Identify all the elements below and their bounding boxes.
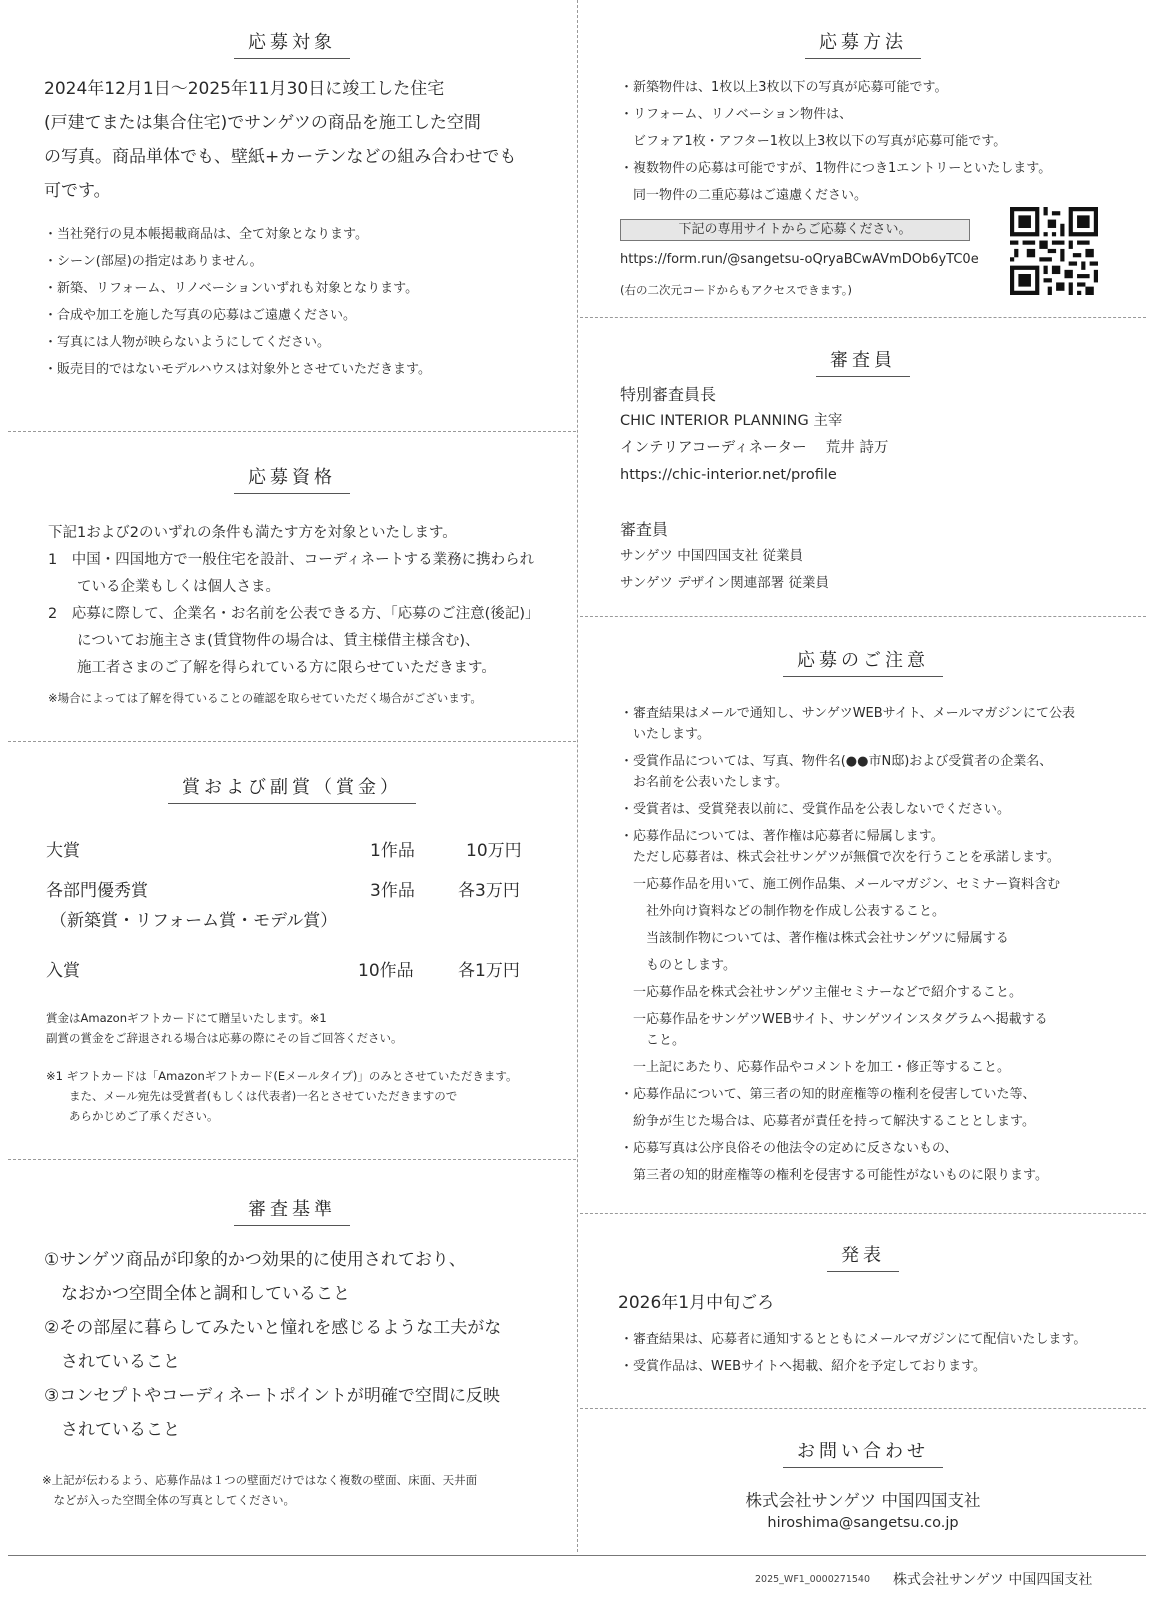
prize-subcategories: （新築賞・リフォーム賞・モデル賞） xyxy=(50,911,338,931)
qr-code-icon[interactable] xyxy=(1010,207,1098,295)
prize-excellent-name: 各部門優秀賞 xyxy=(46,881,148,901)
qr-note: (右の二次元コードからもアクセスできます。) xyxy=(620,283,852,297)
divider xyxy=(580,1408,1146,1409)
footer-company: 株式会社サンゲツ 中国四国支社 xyxy=(893,1572,1093,1588)
prize-entry-amount: 各1万円 xyxy=(458,961,520,981)
target-notes: ・当社発行の見本帳掲載商品は、全て対象となります。 ・シーン(部屋)の指定はありません。 ・新築、リフォーム、リノベーションいずれも対象となります。 ・合成や加工を施した写真の応募はご遠慮ください。 ・写真には人物が映らないようにしてください。 ・販売目的ではないモデルハウスは対象外とさせていただきます。 xyxy=(44,227,432,377)
heading-qualification: 応募資格 xyxy=(8,463,576,494)
divider xyxy=(8,431,576,432)
qualification-body: 下記1および2のいずれの条件も満たす方を対象といたします。 1 中国・四国地方で一般住宅を設計、コーディネートする業務に携わられ ている企業もしくは個人さま。 2 応募に際して、企業名・お名前を公表できる方、「応募のご注意(後記)」 についてお施主さま(賃貸物件の場合は、賃主様借主様含む)、 施工者さまのご了解を得られている方に限らせていただきます。 xyxy=(48,525,540,676)
prize-grand-name: 大賞 xyxy=(46,841,80,861)
method-list: ・新築物件は、1枚以上3枚以下の写真が応募可能です。 ・リフォーム、リノベーション物件は、 ビフォア1枚・アフター1枚以上3枚以下の写真が応募可能です。 ・複数物件の応募は可能ですが、1物件につき1エントリーといたします。 同一物件の二重応募はご遠慮ください。 xyxy=(620,80,1052,203)
prize-excellent-count: 3作品 xyxy=(370,881,415,901)
divider xyxy=(8,1159,576,1160)
contact-company: 株式会社サンゲツ 中国四国支社 xyxy=(745,1491,981,1510)
qualification-note: ※場合によっては了解を得ていることの確認を取らせていただく場合がございます。 xyxy=(48,691,482,705)
heading-prizes: 賞および副賞（賞金） xyxy=(8,773,576,804)
prize-entry-name: 入賞 xyxy=(46,961,80,981)
heading-caution: 応募のご注意 xyxy=(580,646,1146,677)
divider xyxy=(580,616,1146,617)
contact-email-link[interactable]: hiroshima@sangetsu.co.jp xyxy=(767,1515,959,1531)
criteria-note: ※上記が伝わるよう、応募作品は１つの壁面だけではなく複数の壁面、床面、天井面 などが入った空間全体の写真としてください。 xyxy=(42,1473,478,1507)
heading-announce: 発表 xyxy=(580,1241,1146,1272)
prize-grand-count: 1作品 xyxy=(370,841,415,861)
criteria-list: ①サンゲツ商品が印象的かつ効果的に使用されており、 なおかつ空間全体と調和していること ②その部屋に暮らしてみたいと憧れを感じるような工夫がな されていること ③コンセプトやコーディネートポイントが明確で空間に反映 されていること xyxy=(44,1250,502,1440)
vertical-divider xyxy=(577,0,578,1552)
prize-footnote: ※1 ギフトカードは「Amazonギフトカード(Eメールタイプ)」のみとさせていただきます。 また、メール宛先は受賞者(もしくは代表者)一名とさせていただきますので あらかじめご了承ください。 xyxy=(46,1069,518,1123)
heading-judges: 審査員 xyxy=(580,346,1146,377)
footer-rule xyxy=(8,1555,1146,1556)
divider xyxy=(580,317,1146,318)
chief-profile-link[interactable]: https://chic-interior.net/profile xyxy=(620,467,837,483)
announce-date: 2026年1月中旬ごろ xyxy=(618,1293,775,1313)
judges-chief: 特別審査員長 CHIC INTERIOR PLANNING 主宰 インテリアコーディネーター 荒井 詩万 https://chic-interior.net/profile xyxy=(620,381,888,489)
heading-target: 応募対象 xyxy=(8,28,576,59)
divider xyxy=(8,741,576,742)
heading-contact: お問い合わせ xyxy=(580,1437,1146,1468)
footer-code: 2025_WF1_0000271540 xyxy=(755,1574,871,1585)
judges-members: 審査員 サンゲツ 中国四国支社 従業員 サンゲツ デザイン関連部署 従業員 xyxy=(620,520,830,591)
heading-method: 応募方法 xyxy=(580,28,1146,59)
caution-list: ・審査結果はメールで通知し、サンゲツWEBサイト、メールマガジンにて公表 いたします。 ・受賞作品については、写真、物件名(●●市N邸)および受賞者の企業名、 お名前を公表いたします。 ・受賞者は、受賞発表以前に、受賞作品を公表しないでください。 ・応募作品については、著作権は応募者に帰属します。 ただし応募者は、株式会社サンゲツが無償で次を行うことを承諾します。 一応募作品を用いて、施工例作品集、メールマガジン、セミナー資料含む 社外向け資料などの制作物を作成し公表すること。 当該制作物については、著作権は株式会社サンゲツに帰属する ものとします。 一応募作品を株式会社サンゲツ主催セミナーなどで紹介すること。 一応募作品をサンゲツWEBサイト、サンゲツインスタグラムへ掲載する こと。 一上記にあたり、応募作品やコメントを加工・修正等すること。 ・応募作品について、第三者の知的財産権等の権利を侵害していた等、 紛争が生じた場合は、応募者が責任を持って解決することとします。 ・応募写真は公序良俗その他法令の定めに反さないもの、 第三者の知的財産権等の権利を侵害する可能性がないものに限ります。 xyxy=(620,706,1076,1183)
prize-notes: 賞金はAmazonギフトカードにて贈呈いたします。※1 副賞の賞金をご辞退される場合は応募の際にその旨ご回答ください。 xyxy=(46,1011,403,1045)
announce-list: ・審査結果は、応募者に通知するとともにメールマガジンにて配信いたします。 ・受賞作品は、WEBサイトへ掲載、紹介を予定しております。 xyxy=(620,1332,1087,1374)
site-label-box: 下記の専用サイトからご応募ください。 xyxy=(620,219,970,241)
prize-entry-count: 10作品 xyxy=(358,961,414,981)
divider xyxy=(580,1213,1146,1214)
prize-excellent-amount: 各3万円 xyxy=(458,881,520,901)
prize-grand-amount: 10万円 xyxy=(466,841,522,861)
form-url-link[interactable]: https://form.run/@sangetsu-oQryaBCwAVmDOb6yTC0e xyxy=(620,252,979,267)
target-intro: 2024年12月1日～2025年11月30日に竣工した住宅 (戸建てまたは集合住宅)でサンゲツの商品を施工した空間 の写真。商品単体でも、壁紙+カーテンなどの組み合わせでも 可です。 xyxy=(44,79,517,201)
heading-criteria: 審査基準 xyxy=(8,1195,576,1226)
